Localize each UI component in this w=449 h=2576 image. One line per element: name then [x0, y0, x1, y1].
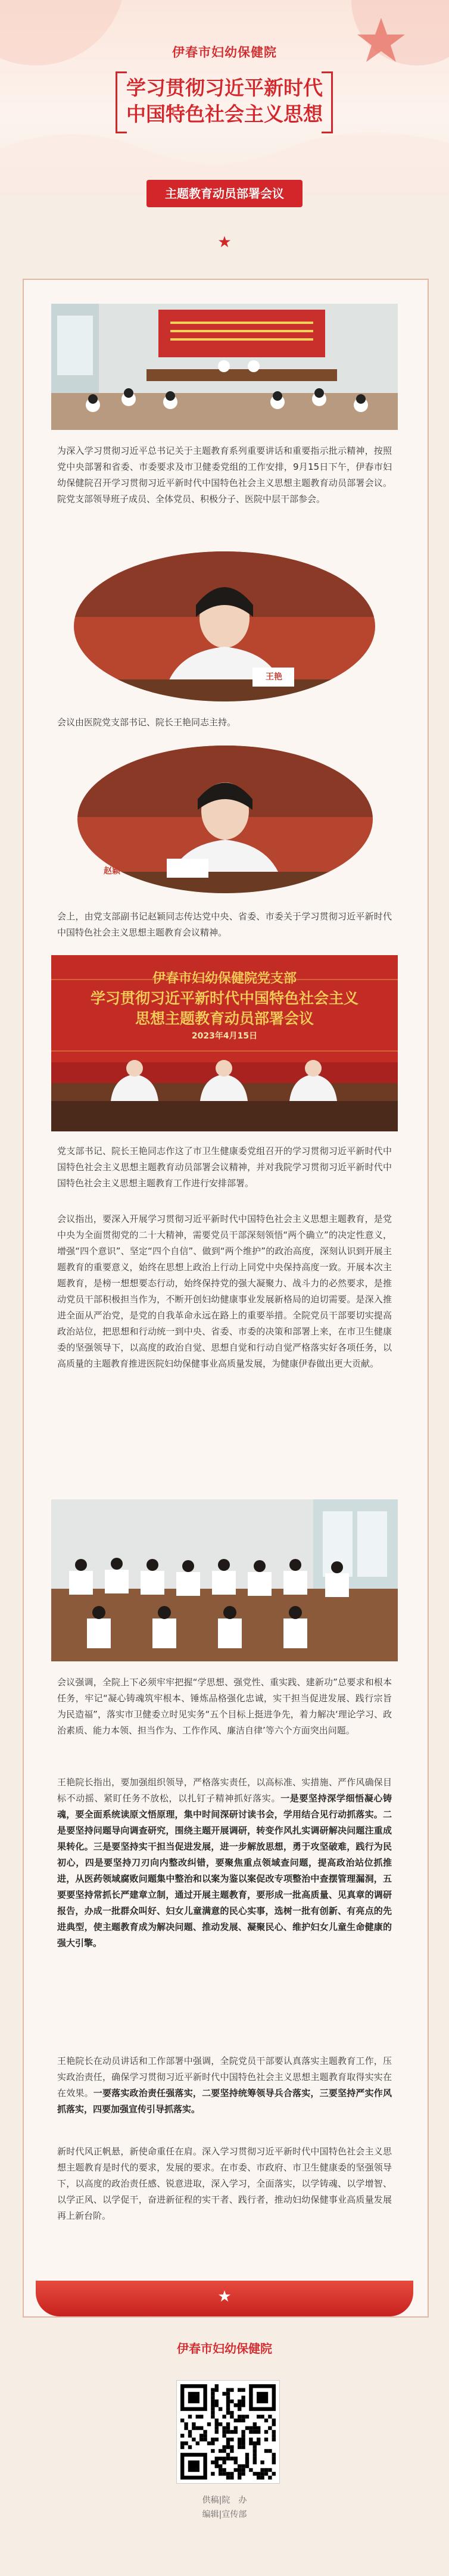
nameplate-zhaoying: 赵颖	[104, 866, 120, 876]
title-line-2: 中国特色社会主义思想	[126, 102, 323, 126]
nameplate-wangyan: 王艳	[266, 672, 282, 682]
star-icon: ★	[217, 233, 232, 251]
requirements-intro: 王艳院长指出，要加强组织领导，严格落实责任，以高标准、实措施、严作风确保目标不动摇、紧盯任务不放松，以扎钉子精神抓好落实。	[57, 1777, 392, 1804]
banner-date: 2023年4月15日	[191, 1031, 258, 1041]
summary-intro: 王艳院长在动员讲话和工作部署中强调，全院党员干部要认真落实主题教育工作，压实政治责任，确保学习贯彻习近平新时代中国特色社会主义思想主题教育取得实实在在效果。	[57, 2056, 392, 2098]
main-title	[0, 75, 449, 127]
photo-audience	[51, 1499, 398, 1661]
paragraph-summary	[57, 2053, 392, 2117]
paragraph-intro: 为深入学习贯彻习近平总书记关于主题教育系列重要讲话和重要指示批示精神，按照党中央部署和省委、市委要求及市卫健委党组的工作安排，9月15日下午，伊春市妇幼保健院召开学习贯彻习近平新时代中国特色社会主义思想主题教育动员部署会议。院党支部领导班子成员、全体党员、积极分子、医院中层干部参会。	[57, 445, 392, 504]
paragraph-closing: 新时代风正帆悬，新使命重任在肩。深入学习贯彻习近平新时代中国特色社会主义思想主题教育是时代的要求，发展的要求。在市委、市政府、市卫生健康委的坚强领导下，以高度的政治责任感、锐意进取，深入学习，全面落实，以学铸魂、以学增智、以学正风、以学促干，奋进新征程的实干者、践行者，推动妇幼保健事业高质量发展再上新台阶。	[57, 2146, 392, 2221]
banner-line-1: 伊春市妇幼保健院党支部	[152, 971, 297, 986]
summary-points: 一要落实政治责任强落实，二要坚持统筹领导兵合落实，三要坚持严实作风抓落实，四要加强宣传引导抓落实。	[57, 2088, 392, 2115]
photo-meeting-hall	[51, 304, 398, 430]
paragraph-requirements	[57, 1774, 392, 1951]
org-name: 伊春市妇幼保健院	[172, 45, 277, 60]
subtitle-badge: 主题教育动员部署会议	[146, 180, 303, 207]
caption-host: 会议由医院党支部书记、院长王艳同志主持。	[57, 717, 236, 728]
credit-editor: 编辑|宣传部	[202, 2510, 247, 2519]
qr-code[interactable]	[177, 2381, 279, 2483]
paragraph-meeting-points: 会议指出，要深入开展学习贯彻习近平新时代中国特色社会主义思想主题教育，是党中央为全面贯彻党的二十大精神，需要党员干部深刻领悟“两个确立”的决定性意义，增强“四个意识”、坚定“四个自信”、做到“两个维护”的政治高度，深刻认识到开展主题教育的重要意义，始终在思想上政治上行动上同党中央保持高度一致。开展本次主题教育，是榜一想想要态行动，始终保持党的强大凝聚力、战斗力的必然要求，是推动党员干部积极担当作为，不断开创妇幼健康事业发展新格局的迫切需要。是深入推进全面从严治党，是党的自我革命永远在路上的重要举措。全院党员干部要切实提高政治站位，把思想和行动统一到中央、省委、市委的决策和部署上来，在市卫生健康委的坚强领导下，以高度的政治自觉、思想自觉和行动自觉严格落实好各项任务，以高质量的主题教育推进医院妇幼保健事业高质量发展，为健康伊春做出更大贡献。	[57, 1214, 392, 1369]
banner-line-3: 思想主题教育动员部署会议	[135, 1010, 314, 1027]
requirements-points: 一是要坚持深学细悟凝心铸魂，要全面系统读原文悟原理，集中时间深研讨读书会，学用结合见行动抓落实。二是要坚持问题导向调查研究，围绕主题开展调研，转变作风扎实调研解决问题注重成果转化。三是要坚持实干担当促进发展，进一步解放思想，勇于攻坚破难，践行为民初心，四是要坚持刀刃向内整改纠错，要聚焦重点领域查问题，提高政治站位抓推进，从医药领域腐败问题集中整治和以案为鉴以案促改专项整治中查摆管理漏洞，五要要坚持常抓长严建章立制，通过开展主题教育，要形成一批高质量、见真章的调研报告，办成一批群众叫好、妇女儿童满意的民心实事，选树一批有创新、有亮点的先进典型，使主题教育成为解决问题、推动发展、凝聚民心、维护妇女儿童生命健康的强大引擎。	[57, 1793, 392, 1948]
title-line-1: 学习贯彻习近平新时代	[126, 76, 323, 99]
photo-speaker-wangyan	[74, 551, 375, 701]
footer-org-name: 伊春市妇幼保健院	[177, 2341, 272, 2356]
paragraph-deploy: 党支部书记、院长王艳同志作这了市卫生健康委党组召开的学习贯彻习近平新时代中国特色社会主义思想主题教育动员部署会议精神，并对我院学习贯彻习近平新时代中国特色社会主义思想主题教育工作进行安排部署。	[57, 1146, 392, 1189]
paragraph-emphasis: 会议强调，全院上下必须牢牢把握“学思想、强党性、重实践、建新功”总要求和根本任务，牢记“凝心铸魂筑牢根本、锤炼品格强化忠诚，实干担当促进发展、践行宗旨为民造福”，落实市卫健委立时见实务“五个目标上挺进争先，着力解决‘理论学习、政治素质、能力本领、担当作为、工作作风、廉洁自律’等六个方面突出问题。	[57, 1677, 392, 1736]
banner-line-2: 学习贯彻习近平新时代中国特色社会主义	[90, 990, 358, 1007]
paragraph-relay: 会上，由党支部副书记赵颖同志传达党中央、省委、市委关于学习贯彻习近平新时代中国特色社会主义思想主题教育会议精神。	[57, 911, 392, 938]
credit-author: 供稿|院 办	[202, 2496, 247, 2505]
stage-banner-text	[51, 969, 398, 1043]
star-icon: ★	[217, 2288, 232, 2306]
